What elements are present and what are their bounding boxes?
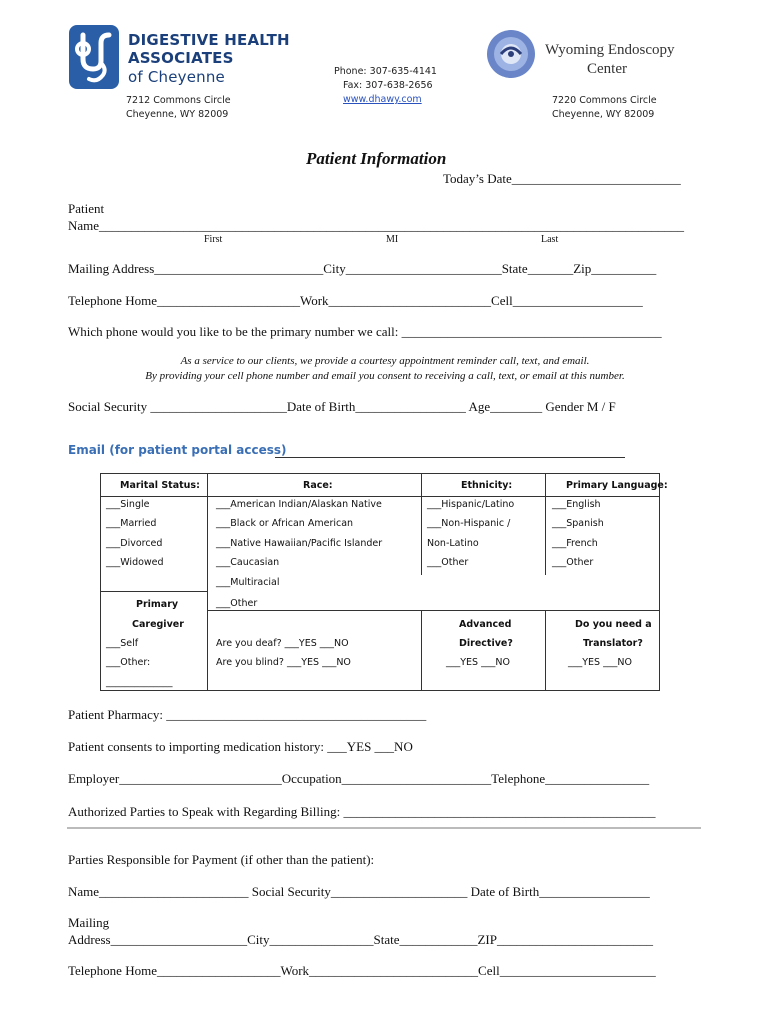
patient-label: Patient — [68, 201, 105, 216]
left-address-line1: 7212 Commons Circle — [126, 95, 231, 106]
race-multiracial-option[interactable]: ___Multiracial — [216, 577, 280, 588]
caregiver-other-field[interactable]: ______________ — [106, 677, 173, 688]
responsible-name-field[interactable]: Name_______________________ Social Security_____________________ Date of Birth_________________ — [68, 884, 650, 899]
ethnicity-other-option[interactable]: ___Other — [427, 557, 469, 568]
center-name-line1: Wyoming Endoscopy — [545, 42, 675, 58]
dha-logo-icon — [69, 25, 119, 89]
notice-line2: By providing your cell phone number and email you consent to receiving a call, text, or email at this number. — [145, 370, 625, 382]
ssn-dob-field[interactable]: Social Security _____________________Date of Birth_________________ Age________ Gender M / F — [68, 399, 616, 414]
website-link[interactable]: www.dhawy.com — [343, 94, 422, 105]
endoscopy-logo — [485, 28, 537, 80]
advanced-directive-header-line1: Advanced — [459, 619, 512, 630]
first-name-caption: First — [204, 234, 223, 245]
deaf-question[interactable]: Are you deaf? ___YES ___NO — [216, 638, 349, 649]
medication-consent-field[interactable]: Patient consents to importing medication history: ___YES ___NO — [68, 739, 413, 754]
todays-date-field[interactable]: Today’s Date__________________________ — [443, 171, 681, 186]
right-address-line1: 7220 Commons Circle — [552, 95, 657, 106]
notice-line1: As a service to our clients, we provide a courtesy appointment reminder call, text, and email. — [180, 355, 590, 367]
responsible-address-field[interactable]: Address_____________________City________________State____________ZIP________________________ — [68, 932, 653, 947]
marital-divorced-option[interactable]: ___Divorced — [106, 538, 163, 549]
marital-status-header: Marital Status: — [120, 480, 200, 491]
translator-header-line1: Do you need a — [575, 619, 652, 630]
responsible-heading: Parties Responsible for Payment (if other than the patient): — [68, 852, 375, 867]
page-title: Patient Information — [306, 149, 447, 168]
ethnicity-non-latino-text: Non-Latino — [427, 538, 479, 549]
mailing-address-field[interactable]: Mailing Address__________________________City________________________State_______Zip__________ — [68, 261, 657, 276]
primary-caregiver-header-line1: Primary — [136, 599, 179, 610]
race-other-option[interactable]: ___Other — [216, 598, 258, 609]
advanced-directive-header-line2: Directive? — [459, 638, 513, 649]
mi-caption: MI — [386, 234, 399, 245]
language-spanish-option[interactable]: ___Spanish — [552, 518, 604, 529]
advanced-directive-options[interactable]: ___YES ___NO — [446, 657, 510, 668]
responsible-telephone-field[interactable]: Telephone Home___________________Work__________________________Cell________________________ — [68, 963, 656, 978]
marital-single-option[interactable]: ___Single — [106, 499, 150, 510]
translator-options[interactable]: ___YES ___NO — [568, 657, 632, 668]
language-other-option[interactable]: ___Other — [552, 557, 594, 568]
blind-question[interactable]: Are you blind? ___YES ___NO — [216, 657, 351, 668]
center-name-line2: Center — [587, 61, 627, 77]
ethnicity-non-hispanic-option[interactable]: ___Non-Hispanic / — [427, 518, 511, 529]
ethnicity-header: Ethnicity: — [461, 480, 513, 491]
endoscopy-logo-icon — [485, 28, 537, 80]
last-name-caption: Last — [541, 234, 559, 245]
left-address-line2: Cheyenne, WY 82009 — [126, 109, 229, 120]
phone-number: Phone: 307-635-4141 — [334, 66, 437, 77]
language-french-option[interactable]: ___French — [552, 538, 598, 549]
employer-field[interactable]: Employer_________________________Occupation_______________________Telephone________________ — [68, 771, 650, 786]
language-english-option[interactable]: ___English — [552, 499, 601, 510]
caregiver-other-option[interactable]: ___Other: — [106, 657, 151, 668]
race-pacific-islander-option[interactable]: ___Native Hawaiian/Pacific Islander — [216, 538, 383, 549]
email-field[interactable] — [275, 457, 625, 458]
caregiver-self-option[interactable]: ___Self — [106, 638, 139, 649]
race-header: Race: — [303, 480, 333, 491]
org-name-line2: ASSOCIATES — [128, 49, 234, 67]
patient-name-field[interactable]: Name__________________________________________________________________________________________ — [68, 218, 685, 233]
race-american-indian-option[interactable]: ___American Indian/Alaskan Native — [216, 499, 382, 510]
primary-phone-field[interactable]: Which phone would you like to be the primary number we call: ________________________________________ — [68, 324, 662, 339]
responsible-mailing-label: Mailing — [68, 915, 110, 930]
dha-logo — [69, 25, 119, 89]
fax-number: Fax: 307-638-2656 — [343, 80, 433, 91]
language-header: Primary Language: — [566, 480, 668, 491]
primary-caregiver-header-line2: Caregiver — [132, 619, 184, 630]
marital-widowed-option[interactable]: ___Widowed — [106, 557, 164, 568]
authorized-parties-field[interactable]: Authorized Parties to Speak with Regarding Billing: ________________________________________________ — [68, 804, 656, 819]
section-divider — [67, 827, 701, 829]
pharmacy-field[interactable]: Patient Pharmacy: ________________________________________ — [68, 707, 427, 722]
org-name-line1: DIGESTIVE HEALTH — [128, 31, 290, 49]
demographics-table — [100, 473, 668, 691]
race-black-option[interactable]: ___Black or African American — [216, 518, 354, 529]
ethnicity-hispanic-option[interactable]: ___Hispanic/Latino — [427, 499, 515, 510]
email-label: Email (for patient portal access) — [68, 443, 287, 457]
marital-married-option[interactable]: ___Married — [106, 518, 157, 529]
right-address-line2: Cheyenne, WY 82009 — [552, 109, 655, 120]
org-name-line3: of Cheyenne — [128, 68, 225, 86]
telephone-field[interactable]: Telephone Home______________________Work_________________________Cell____________________ — [68, 293, 643, 308]
race-caucasian-option[interactable]: ___Caucasian — [216, 557, 280, 568]
translator-header-line2: Translator? — [583, 638, 643, 649]
